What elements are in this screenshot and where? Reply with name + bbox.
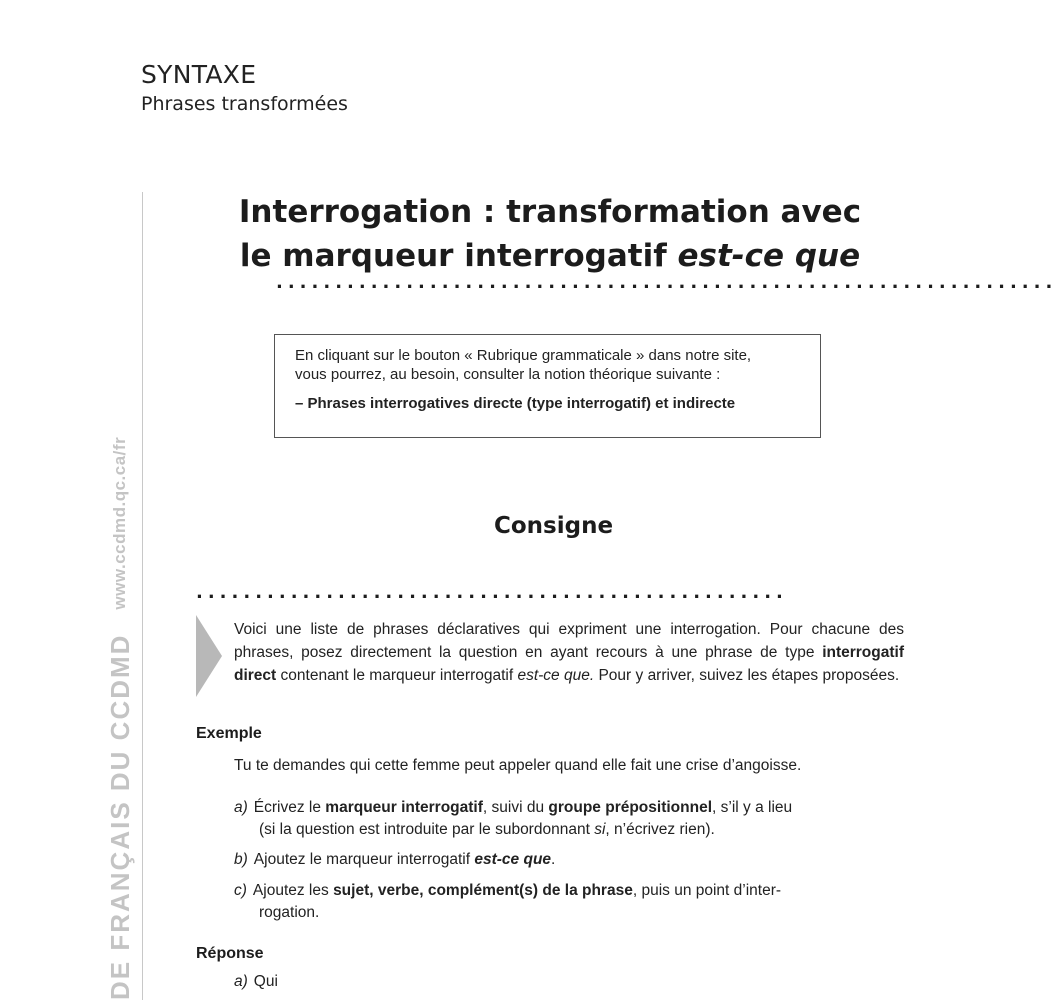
vertical-rule (142, 192, 143, 1000)
reponse-a-text: Qui (253, 973, 278, 990)
title-line-2-text: le marqueur interrogatif (239, 238, 678, 274)
step-c-bold: sujet, verbe, complément(s) de la phrase (333, 882, 633, 899)
consigne-bold: interrogatif direct (234, 644, 904, 684)
consigne-text-2: contenant le marqueur interrogatif (276, 667, 518, 684)
step-a-cont-2: , n’écrivez rien). (605, 821, 715, 838)
step-a-text-3: , s’il y a lieu (712, 799, 793, 816)
step-a-letter: a) (234, 799, 248, 816)
step-a-text-2: , suivi du (482, 799, 549, 816)
title-line-2-italic: est-ce que (677, 238, 861, 274)
step-a-cont-italic: si (594, 821, 606, 838)
info-box (274, 334, 821, 438)
sidebar-publisher: DE FRANÇAIS DU CCDMD (104, 633, 135, 1000)
consigne-dotted-rule: .................................................. (196, 582, 788, 603)
exemple-label: Exemple (196, 725, 262, 742)
sidebar-url: www.ccdmd.qc.ca/fr (110, 436, 129, 610)
step-b-text-2: . (551, 851, 556, 868)
consigne-text-1: Voici une liste de phrases déclaratives qui expriment une interrogation. Pour chacune des phrases, posez directement la question en ayant recours à une phrase de type (234, 621, 904, 661)
section-title: SYNTAXE (141, 60, 257, 89)
consigne-italic: est-ce que. (517, 667, 595, 684)
step-c-text-2: , puis un point d’inter- (632, 882, 782, 899)
info-line-2: vous pourrez, au besoin, consulter la notion théorique suivante : (295, 366, 721, 383)
step-a-cont-1: (si la question est introduite par le subordonnant (259, 821, 595, 838)
consigne-paragraph (234, 618, 904, 687)
consigne-text-3: Pour y arriver, suivez les étapes proposées. (594, 667, 900, 684)
step-c (234, 880, 904, 924)
step-c-continuation: rogation. (259, 904, 320, 921)
step-b (234, 849, 904, 871)
step-a-text-1: Écrivez le (253, 799, 326, 816)
arrow-marker-icon (196, 615, 222, 697)
step-a-bold-2: groupe prépositionnel (548, 799, 713, 816)
step-b-text-1: Ajoutez le marqueur interrogatif (253, 851, 475, 868)
step-a-continuation (234, 819, 904, 841)
info-line-1: En cliquant sur le bouton « Rubrique grammaticale » dans notre site, (295, 347, 752, 364)
step-c-text-1: Ajoutez les (252, 882, 334, 899)
reponse-a-letter: a) (234, 973, 248, 990)
sidebar-vertical-text (102, 436, 138, 1000)
title-dotted-rule: .................................................................. (276, 272, 1057, 293)
reponse-label: Réponse (196, 945, 264, 962)
title-line-1: Interrogation : transformation avec (238, 194, 862, 230)
step-c-letter: c) (234, 882, 247, 899)
step-a (234, 797, 904, 841)
info-bullet: – Phrases interrogatives directe (type interrogatif) et indirecte (295, 395, 736, 412)
page-title (230, 190, 870, 278)
step-b-bold-italic: est-ce que (474, 851, 552, 868)
section-subtitle: Phrases transformées (141, 93, 348, 115)
exemple-sentence: Tu te demandes qui cette femme peut appeler quand elle fait une crise d’angoisse. (234, 757, 802, 774)
consigne-heading: Consigne (494, 513, 614, 539)
reponse-a (234, 971, 278, 993)
step-a-bold-1: marqueur interrogatif (325, 799, 483, 816)
step-b-letter: b) (234, 851, 248, 868)
